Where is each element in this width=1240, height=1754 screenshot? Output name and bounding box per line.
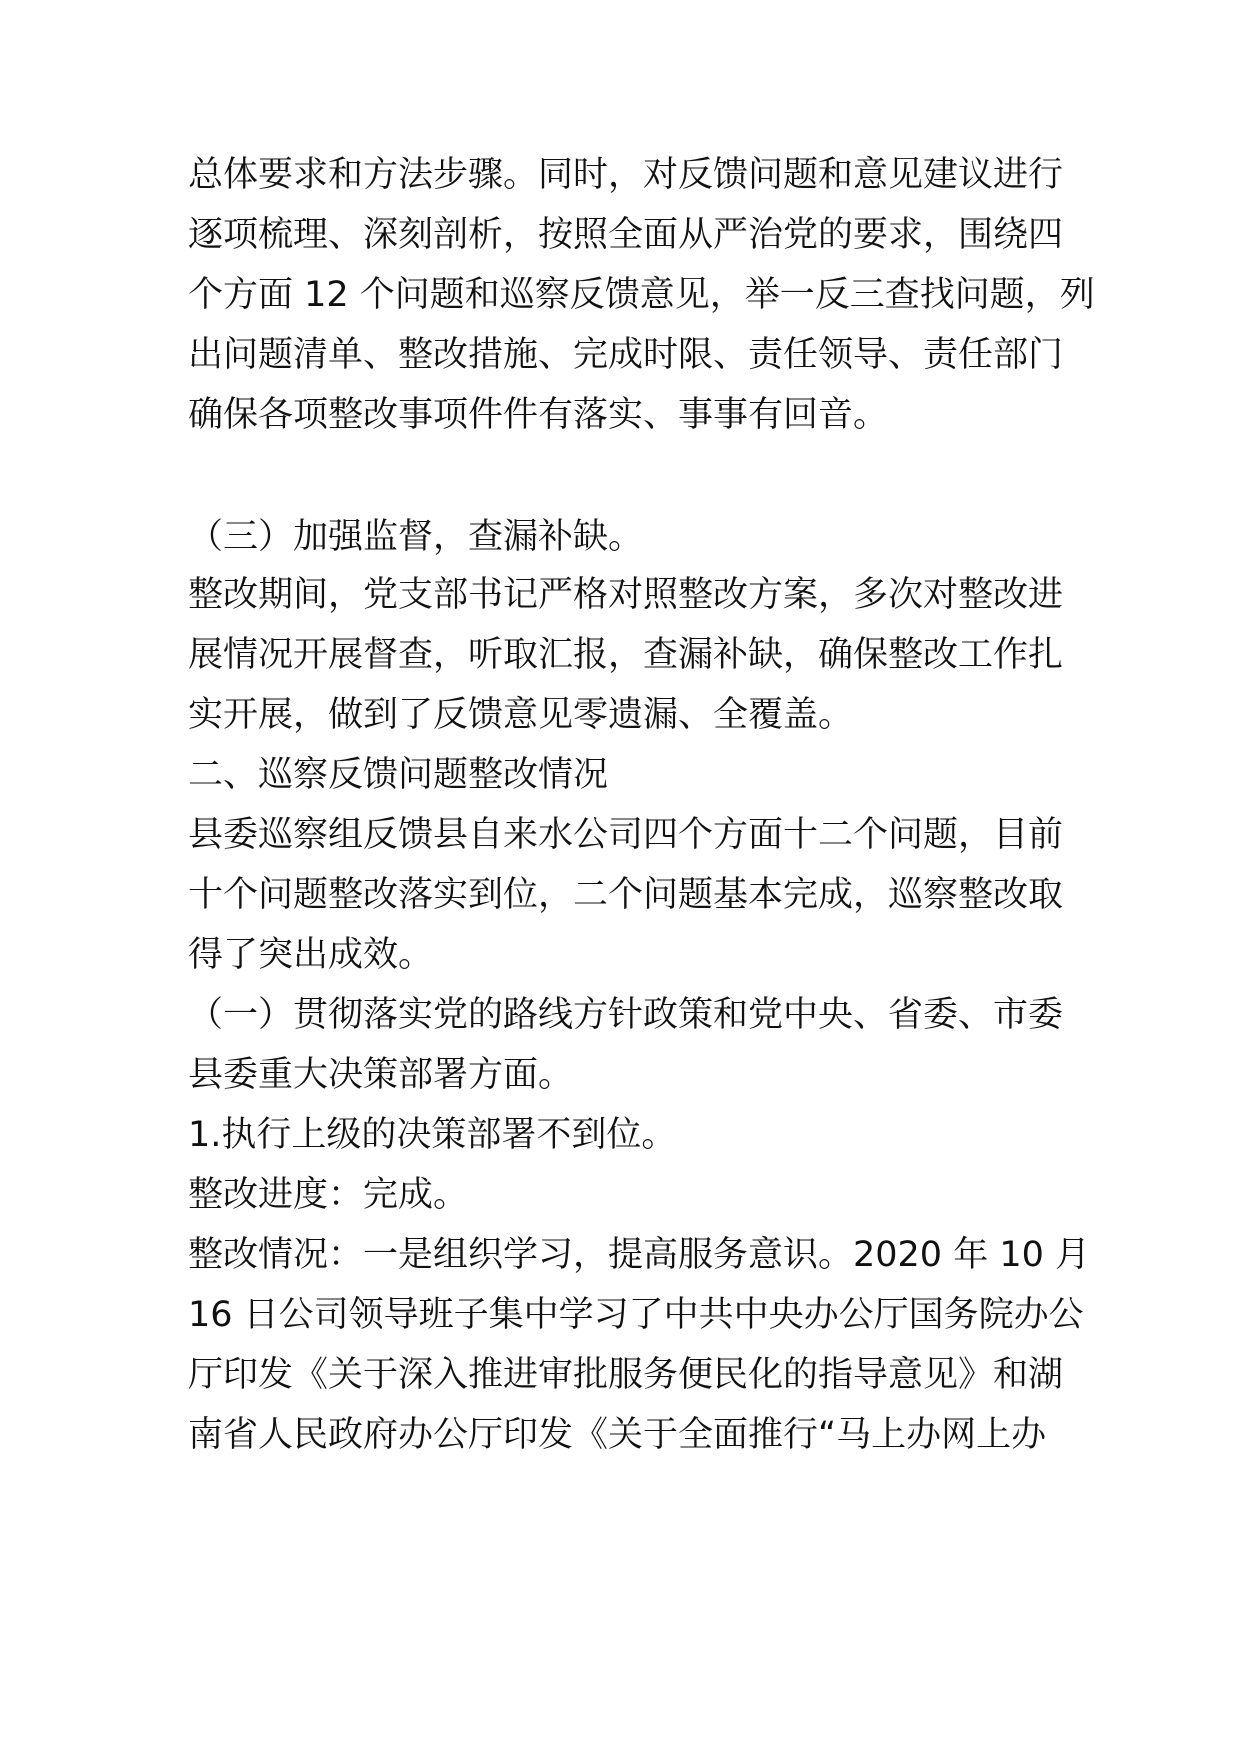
body-text-line: 确保各项整改事项件件有落实、事事有回音。	[188, 395, 889, 435]
body-text-line: 厅印发《关于深入推进审批服务便民化的指导意见》和湖	[188, 1355, 1064, 1395]
section-heading: （一）贯彻落实党的路线方针政策和党中央、省委、市委	[188, 995, 1064, 1035]
item-heading: 1.执行上级的决策部署不到位。	[188, 1115, 677, 1155]
body-text-line: 整改情况：一是组织学习，提高服务意识。2020 年 10 月	[188, 1235, 1090, 1275]
body-text-line: 整改进度：完成。	[188, 1175, 469, 1215]
body-text-line: 得了突出成效。	[188, 935, 434, 975]
body-text-line: 总体要求和方法步骤。同时，对反馈问题和意见建议进行	[188, 155, 1064, 195]
body-text-line: 整改期间，党支部书记严格对照整改方案，多次对整改进	[188, 575, 1064, 615]
body-text-line: 十个问题整改落实到位，二个问题基本完成，巡察整改取	[188, 875, 1064, 915]
body-text-line: 16 日公司领导班子集中学习了中共中央办公厅国务院办公	[188, 1295, 1084, 1335]
body-text-line: 逐项梳理、深刻剖析，按照全面从严治党的要求，围绕四	[188, 215, 1064, 255]
body-text-line: 个方面 12 个问题和巡察反馈意见，举一反三查找问题，列	[188, 275, 1095, 315]
body-text-line: 县委巡察组反馈县自来水公司四个方面十二个问题，目前	[188, 815, 1064, 855]
body-text-line: 展情况开展督查，听取汇报，查漏补缺，确保整改工作扎	[188, 635, 1064, 675]
section-heading: 二、巡察反馈问题整改情况	[188, 755, 609, 795]
section-heading: 县委重大决策部署方面。	[188, 1055, 574, 1095]
section-heading: （三）加强监督，查漏补缺。	[188, 517, 644, 557]
body-text-line: 南省人民政府办公厅印发《关于全面推行“马上办网上办	[188, 1415, 1047, 1455]
body-text-line: 出问题清单、整改措施、完成时限、责任领导、责任部门	[188, 335, 1064, 375]
body-text-line: 实开展，做到了反馈意见零遗漏、全覆盖。	[188, 695, 854, 735]
